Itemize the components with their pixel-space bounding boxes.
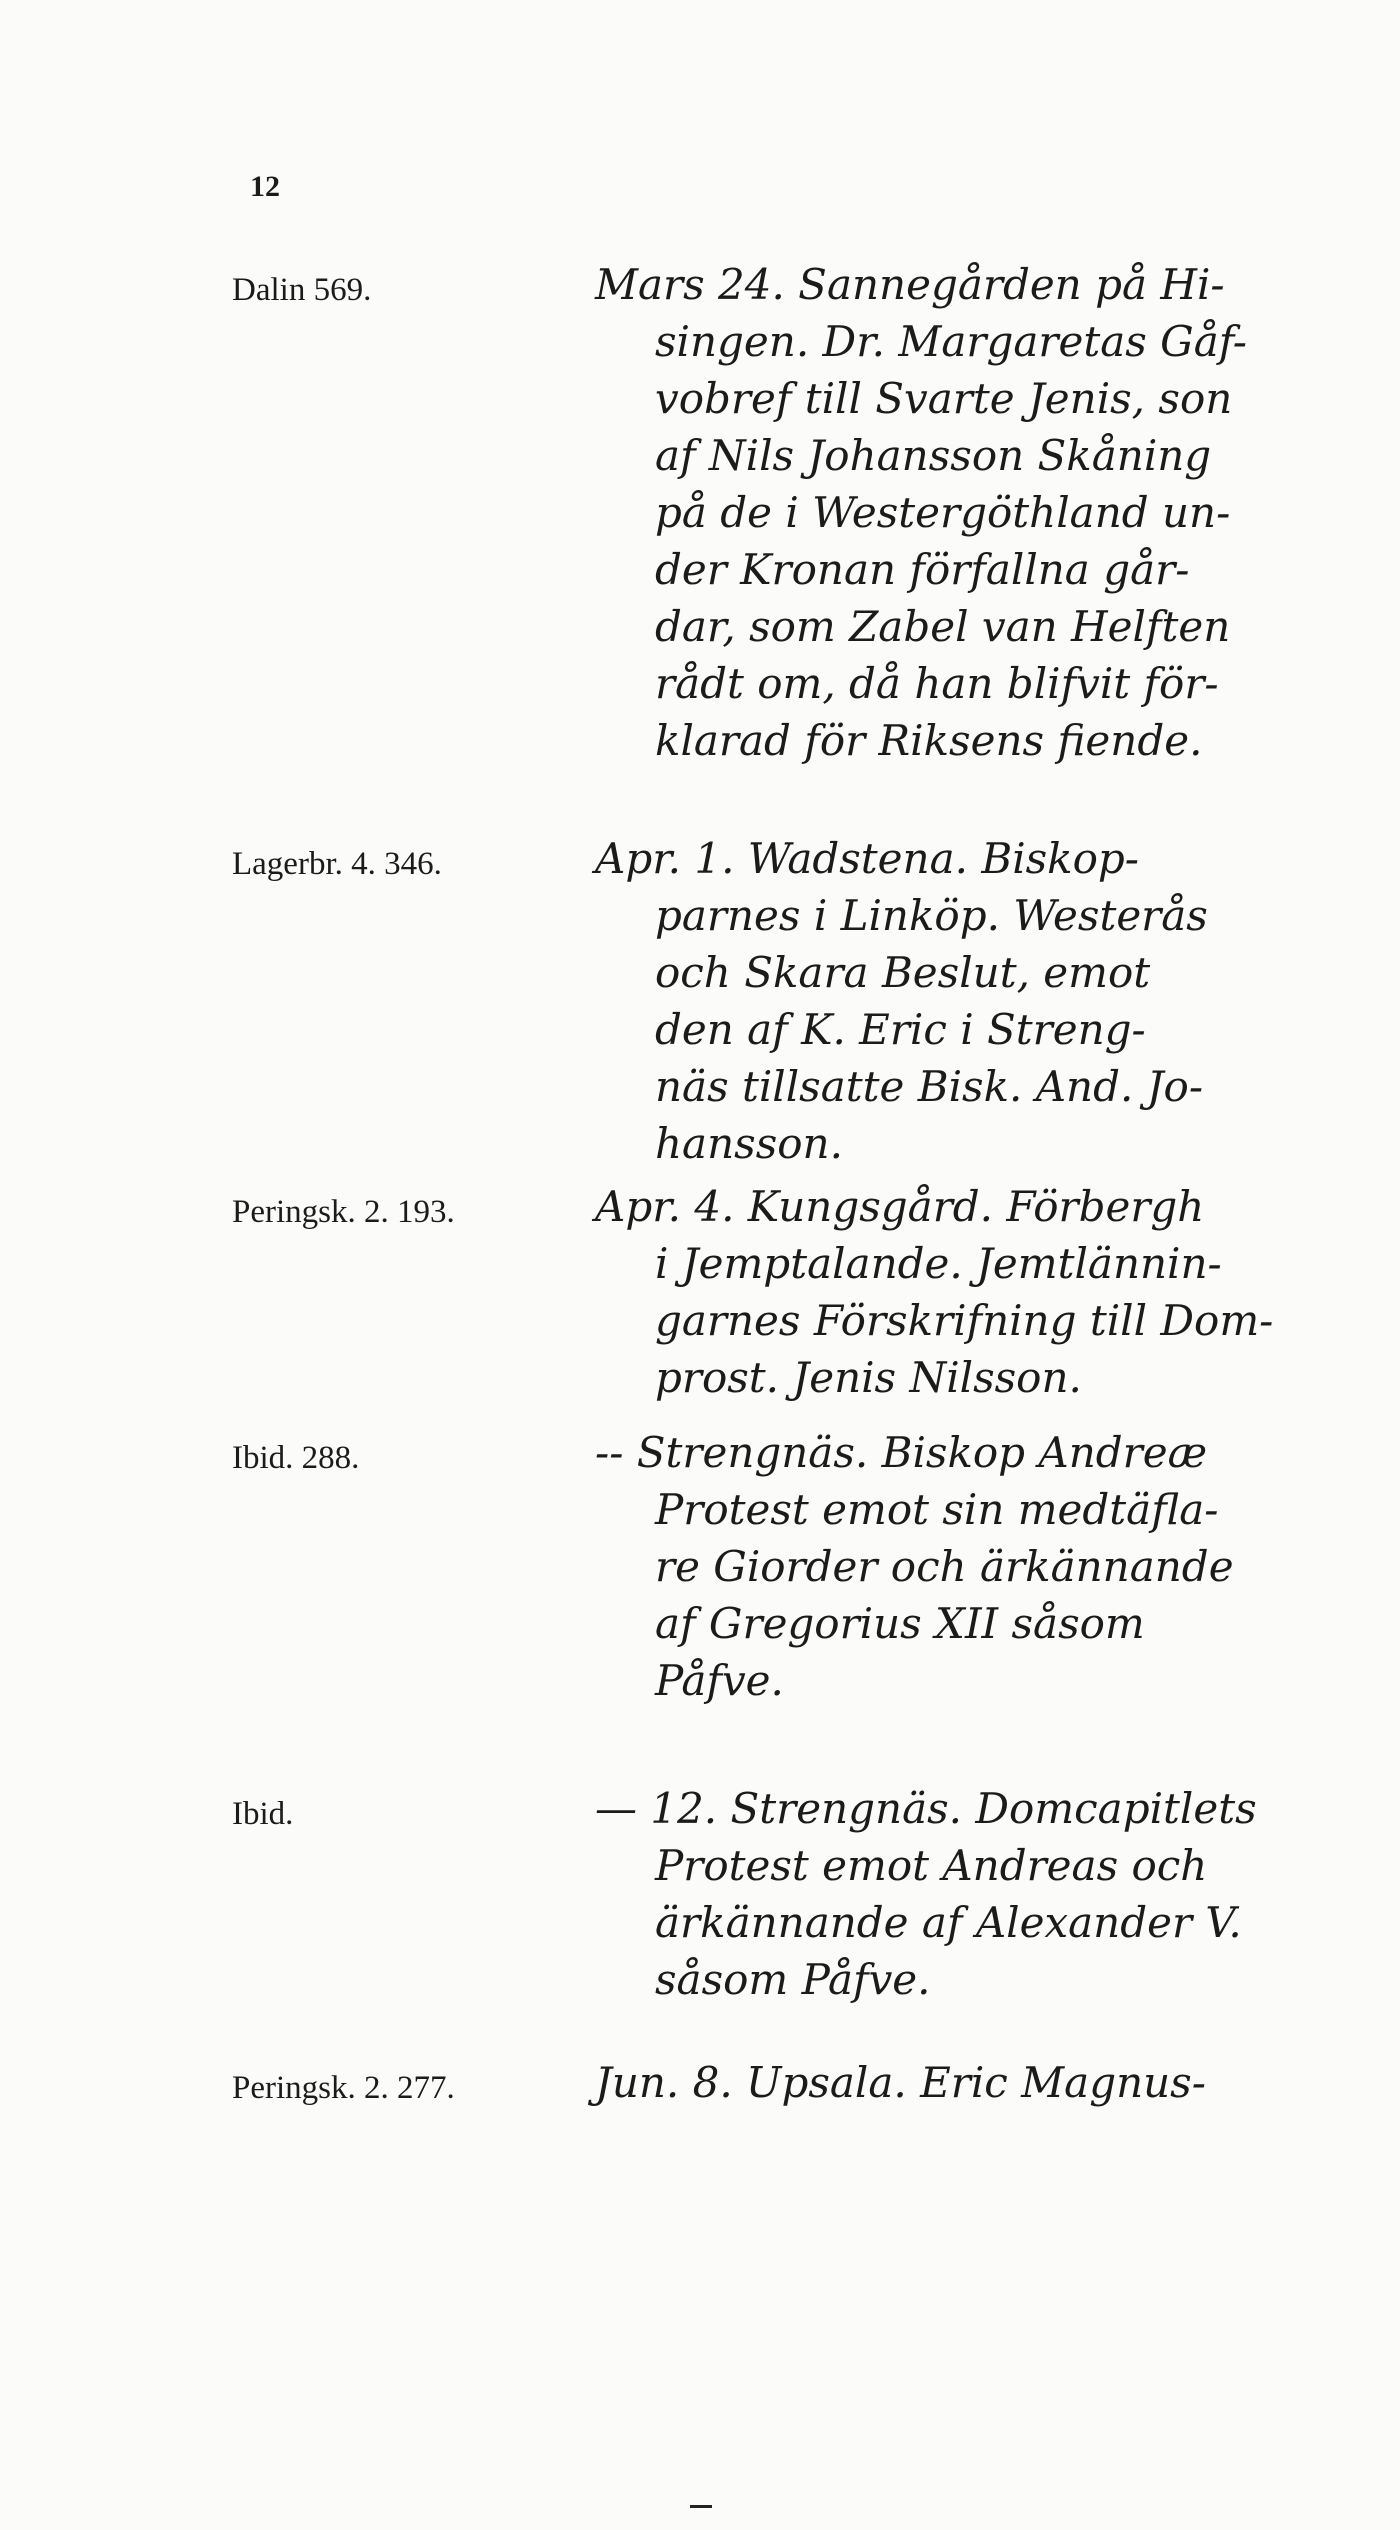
entry-line: der Kronan förfallna går-: [655, 545, 1190, 594]
footer-rule: [690, 2505, 712, 2508]
entry-line: såsom Påfve.: [655, 1955, 931, 2004]
margin-reference: Ibid.: [232, 1796, 294, 1832]
entry-line: Protest emot Andreas och: [655, 1841, 1208, 1890]
entry-line: rådt om, då han blifvit för-: [655, 659, 1219, 708]
page-number: 12: [250, 170, 280, 203]
entry-line: vobref till Svarte Jenis, son: [655, 374, 1233, 423]
entry-line: den af K. Eric i Streng-: [655, 1005, 1146, 1054]
entry-line: klarad för Riksens fiende.: [655, 716, 1203, 765]
entry-line: -- Strengnäs. Biskop Andreæ: [595, 1428, 1208, 1477]
chronicle-entry: [595, 2054, 1285, 2111]
entry-line: parnes i Linköp. Westerås: [655, 891, 1208, 940]
margin-reference: Peringsk. 2. 277.: [232, 2070, 455, 2106]
entry-line: prost. Jenis Nilsson.: [655, 1353, 1082, 1402]
margin-reference: Dalin 569.: [232, 272, 372, 308]
entry-line: Apr. 4. Kungsgård. Förbergh: [595, 1182, 1205, 1231]
entry-line: af Gregorius XII såsom: [655, 1599, 1145, 1648]
chronicle-entry: [595, 830, 1285, 1172]
chronicle-entry: [595, 256, 1285, 769]
entry-line: Apr. 1. Wadstena. Biskop-: [595, 834, 1139, 883]
entry-line: af Nils Johansson Skåning: [655, 431, 1212, 480]
entry-line: dar, som Zabel van Helften: [655, 602, 1231, 651]
chronicle-entry: [595, 1780, 1285, 2008]
entry-line: garnes Förskrifning till Dom-: [655, 1296, 1274, 1345]
chronicle-entry: [595, 1424, 1285, 1709]
margin-reference: Lagerbr. 4. 346.: [232, 846, 442, 882]
entry-line: i Jemptalande. Jemtlännin-: [655, 1239, 1222, 1288]
entry-line: Protest emot sin medtäfla-: [655, 1485, 1219, 1534]
margin-reference: Peringsk. 2. 193.: [232, 1194, 455, 1230]
entry-line: näs tillsatte Bisk. And. Jo-: [655, 1062, 1204, 1111]
entry-line: re Giorder och ärkännande: [655, 1542, 1234, 1591]
entry-line: hansson.: [655, 1119, 843, 1168]
chronicle-entry: [595, 1178, 1285, 1406]
margin-reference: Ibid. 288.: [232, 1440, 360, 1476]
entry-line: — 12. Strengnäs. Domcapitlets: [595, 1784, 1257, 1833]
entry-line: Mars 24. Sannegården på Hi-: [595, 260, 1225, 309]
entry-line: singen. Dr. Margaretas Gåf-: [655, 317, 1247, 366]
entry-line: och Skara Beslut, emot: [655, 948, 1151, 997]
entry-line: Påfve.: [655, 1656, 784, 1705]
entry-line: ärkännande af Alexander V.: [655, 1898, 1242, 1947]
entry-line: Jun. 8. Upsala. Eric Magnus-: [595, 2058, 1206, 2107]
entry-line: på de i Westergöthland un-: [655, 488, 1231, 537]
